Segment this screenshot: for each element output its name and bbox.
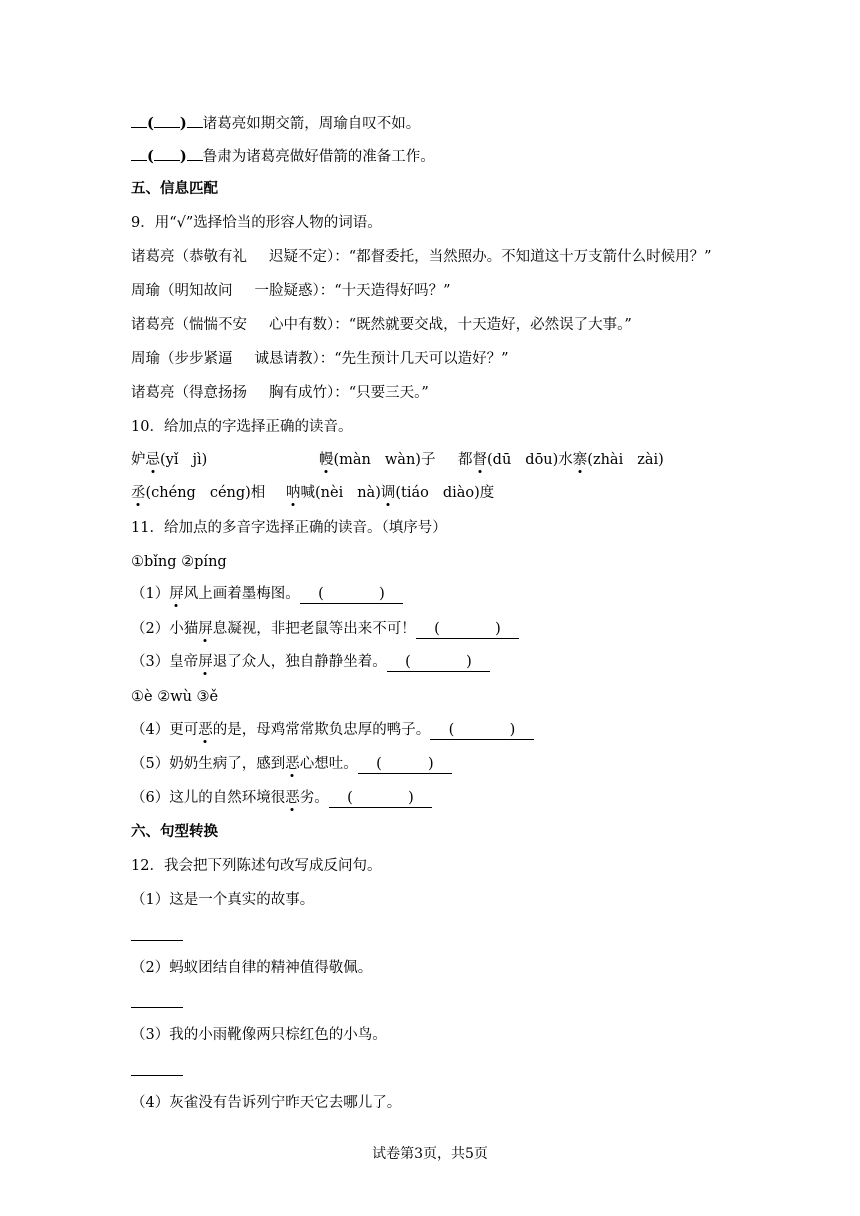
order-item-text: 鲁肃为诸葛亮做好借箭的准备工作。 [202, 149, 435, 165]
sub-question: （1）这是一个真实的故事。 [131, 892, 315, 908]
quote: “十天造得好吗？” [334, 283, 451, 299]
answer-blank[interactable] [154, 146, 180, 161]
quote: “都督委托，当然照办。不知道这十万支箭什么时候用？” [348, 249, 712, 265]
answer-blank[interactable]: ( ) [387, 653, 491, 672]
pinyin-option[interactable]: (chéng [145, 485, 196, 501]
dotted-char: 恶 [198, 722, 213, 738]
quote: “只要三天。” [348, 385, 429, 401]
option-word[interactable]: 周瑜（明知故问 [131, 283, 233, 299]
answer-line[interactable] [131, 940, 183, 941]
option-word[interactable]: 周瑜（步步紧逼 [131, 351, 233, 367]
answer-blank[interactable]: ( ) [416, 620, 520, 639]
order-item-text: 诸葛亮如期交箭，周瑜自叹不如。 [202, 116, 421, 132]
pinyin-options: ①bǐng ②píng [131, 554, 227, 570]
section-heading: 六、句型转换 [131, 823, 218, 840]
answer-blank[interactable]: ( ) [358, 755, 452, 774]
quote: “先生预计几天可以造好？” [334, 351, 509, 367]
pinyin-option[interactable]: (màn [333, 452, 371, 468]
dotted-char: 督 [472, 452, 487, 468]
pinyin-item [319, 451, 435, 469]
option-word[interactable]: 胸有成竹）： [269, 385, 349, 401]
order-item-1: ( ) 诸葛亮如期交箭，周瑜自叹不如。 [131, 113, 420, 133]
dotted-char: 屏 [198, 621, 213, 637]
pinyin-option[interactable]: céng)相 [209, 485, 266, 501]
sub-question: （6）这儿的自然环境很恶劣。 ( ) [131, 789, 432, 808]
pinyin-item [286, 484, 494, 502]
dotted-char: 寨 [572, 452, 588, 468]
pinyin-item: 妒忌(yǐ jì) [131, 452, 208, 468]
question-stem: 12．我会把下列陈述句改写成反问句。 [131, 858, 382, 874]
pinyin-option[interactable]: (zhài [587, 452, 624, 468]
page-footer: 试卷第3页，共5页 [372, 1146, 488, 1162]
q9-line [131, 350, 509, 368]
dotted-char: 幔 [319, 452, 334, 468]
question-stem: 10．给加点的字选择正确的读音。 [131, 419, 353, 435]
sub-question: （5）奶奶生病了，感到恶心想吐。 ( ) [131, 755, 452, 774]
pinyin-option[interactable]: (tiáo [395, 485, 429, 501]
question-stem: 9．用“√”选择恰当的形容人物的词语。 [131, 215, 382, 231]
answer-blank[interactable] [131, 113, 147, 128]
pinyin-option[interactable]: (yǐ [160, 452, 179, 468]
sub-question: （4）灰雀没有告诉列宁昨天它去哪儿了。 [131, 1095, 402, 1111]
q9-line [131, 384, 429, 402]
answer-blank[interactable] [154, 113, 180, 128]
pinyin-option[interactable]: zài) [637, 452, 664, 468]
dotted-char: 屏 [169, 586, 184, 602]
answer-blank[interactable] [187, 146, 203, 161]
order-item-2: ( ) 鲁肃为诸葛亮做好借箭的准备工作。 [131, 146, 435, 166]
dotted-char: 恶 [285, 756, 300, 772]
answer-blank[interactable] [187, 113, 203, 128]
sub-question: （3）皇帝屏退了众人，独自静静坐着。 ( ) [131, 653, 490, 672]
pinyin-option[interactable]: jì) [192, 452, 208, 468]
dotted-char: 忌 [145, 452, 160, 468]
answer-blank[interactable]: ( ) [300, 585, 404, 604]
q9-line [131, 248, 712, 266]
answer-blank[interactable] [131, 146, 147, 161]
pinyin-option[interactable]: 喊(nèi [300, 485, 344, 501]
answer-blank[interactable]: ( ) [329, 789, 433, 808]
option-word[interactable]: 心中有数）： [269, 317, 349, 333]
dotted-char: 调 [380, 485, 396, 501]
sub-question: （4）更可恶的是，母鸡常常欺负忠厚的鸭子。 ( ) [131, 721, 534, 740]
sub-question: （2）小猫屏息凝视，非把老鼠等出来不可！ ( ) [131, 620, 519, 639]
sub-question: （2）蚂蚁团结自律的精神值得敬佩。 [131, 960, 373, 976]
sub-question: （3）我的小雨靴像两只棕红色的小鸟。 [131, 1027, 387, 1043]
pinyin-options: ①è ②wù ③ě [131, 689, 219, 705]
sub-question: （1）屏风上画着墨梅图。 ( ) [131, 585, 403, 604]
q9-line [131, 316, 632, 334]
option-word[interactable]: 诸葛亮（惴惴不安 [131, 317, 247, 333]
answer-line[interactable] [131, 1075, 183, 1076]
pinyin-item [131, 484, 265, 502]
q9-line [131, 282, 451, 300]
quote: “既然就要交战，十天造好，必然误了大事。” [348, 317, 632, 333]
pinyin-item: 都督(dū dōu)水寨(zhài zài) [458, 452, 664, 468]
question-stem: 11．给加点的多音字选择正确的读音。（填序号） [131, 520, 447, 536]
pinyin-option[interactable]: (dū [487, 452, 512, 468]
option-word[interactable]: 诸葛亮（恭敬有礼 [131, 249, 247, 265]
section-heading: 五、信息匹配 [131, 180, 218, 197]
option-word[interactable]: 诚恳请教）： [254, 351, 335, 367]
option-word[interactable]: 迟疑不定）： [269, 249, 349, 265]
dotted-char: 丞 [131, 485, 146, 501]
pinyin-option[interactable]: diào)度 [442, 485, 495, 501]
pinyin-option[interactable]: wàn)子 [384, 452, 436, 468]
dotted-char: 呐 [286, 485, 301, 501]
dotted-char: 屏 [198, 654, 213, 670]
answer-blank[interactable]: ( ) [430, 721, 534, 740]
option-word[interactable]: 诸葛亮（得意扬扬 [131, 385, 247, 401]
answer-line[interactable] [131, 1007, 183, 1008]
dotted-char: 恶 [285, 790, 300, 806]
pinyin-option[interactable]: dōu)水 [525, 452, 573, 468]
pinyin-option[interactable]: nà) [357, 485, 381, 501]
option-word[interactable]: 一脸疑惑）： [254, 283, 335, 299]
